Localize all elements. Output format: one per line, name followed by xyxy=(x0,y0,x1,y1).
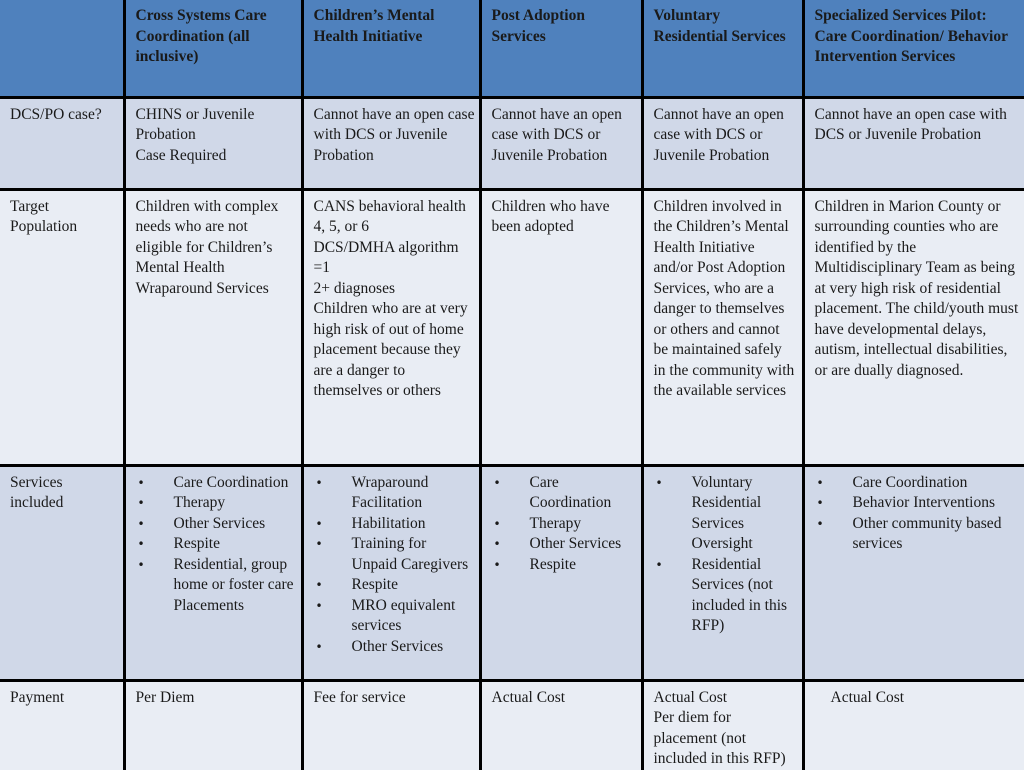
cell: CANS behavioral health 4, 5, or 6 DCS/DMHA algorithm =1 2+ diagnoses Children who are at very high risk of out of home placement because they are a danger to themselves or others xyxy=(302,189,480,465)
list-item: • Care Coordination xyxy=(136,473,297,494)
row-target-population xyxy=(0,189,1024,465)
cell: Cannot have an open case with DCS or Juvenile Probation xyxy=(302,97,480,189)
row-label: DCS/PO case? xyxy=(0,97,124,189)
list-item: • Residential Services (not included in this RFP) xyxy=(654,555,798,637)
row-label: Payment xyxy=(0,680,124,770)
header-specialized-services: Specialized Services Pilot: Care Coordination/ Behavior Intervention Services xyxy=(803,0,1024,97)
cell xyxy=(480,465,642,680)
header-row xyxy=(0,0,1024,97)
cell xyxy=(803,465,1024,680)
cell xyxy=(642,465,803,680)
cell: Actual Cost xyxy=(803,680,1024,770)
list-item: • Wraparound Facilitation xyxy=(314,473,475,514)
list-item: • Therapy xyxy=(136,493,297,514)
list-item: • Respite xyxy=(492,555,637,576)
cell: CHINS or Juvenile Probation Case Required xyxy=(124,97,302,189)
list-item: • Care Coordination xyxy=(492,473,637,514)
header-voluntary-residential: Voluntary Residential Services xyxy=(642,0,803,97)
cell: Children in Marion County or surrounding counties who are identified by the Multidisciplinary Team as being at very high risk of residential placement. The child/youth must have developmental delays, autism, intellectual disabilities, or are dually diagnosed. xyxy=(803,189,1024,465)
list-item: • Behavior Interventions xyxy=(815,493,1021,514)
list-item: • Other community based services xyxy=(815,514,1021,555)
header-corner xyxy=(0,0,124,97)
cell: Per Diem xyxy=(124,680,302,770)
cell: Children with complex needs who are not eligible for Children’s Mental Health Wraparound Services xyxy=(124,189,302,465)
list-item: • Habilitation xyxy=(314,514,475,535)
row-services-included xyxy=(0,465,1024,680)
services-list xyxy=(314,473,475,658)
cell: Actual Cost xyxy=(480,680,642,770)
cell: Actual Cost Per diem for placement (not included in this RFP) xyxy=(642,680,803,770)
list-item: • Therapy xyxy=(492,514,637,535)
row-dcs-po-case xyxy=(0,97,1024,189)
list-item: • Residential, group home or foster care Placements xyxy=(136,555,297,617)
list-item: • Respite xyxy=(136,534,297,555)
list-item: • Training for Unpaid Caregivers xyxy=(314,534,475,575)
header-post-adoption: Post Adoption Services xyxy=(480,0,642,97)
row-payment xyxy=(0,680,1024,770)
row-label: Services included xyxy=(0,465,124,680)
cell: Cannot have an open case with DCS or Juvenile Probation xyxy=(803,97,1024,189)
cell: Fee for service xyxy=(302,680,480,770)
cell xyxy=(124,465,302,680)
cell: Cannot have an open case with DCS or Juvenile Probation xyxy=(480,97,642,189)
cell: Cannot have an open case with DCS or Juvenile Probation xyxy=(642,97,803,189)
cell xyxy=(302,465,480,680)
list-item: • Other Services xyxy=(136,514,297,535)
list-item: • Other Services xyxy=(314,637,475,658)
list-item: • Respite xyxy=(314,575,475,596)
services-list xyxy=(654,473,798,637)
list-item: • Other Services xyxy=(492,534,637,555)
services-list xyxy=(492,473,637,576)
cell: Children who have been adopted xyxy=(480,189,642,465)
row-label: Target Population xyxy=(0,189,124,465)
services-list xyxy=(815,473,1021,555)
cell: Children involved in the Children’s Mental Health Initiative and/or Post Adoption Services, who are a danger to themselves or others and cannot be maintained safely in the community with the available services xyxy=(642,189,803,465)
header-childrens-mental-health: Children’s Mental Health Initiative xyxy=(302,0,480,97)
header-cross-systems: Cross Systems Care Coordination (all inclusive) xyxy=(124,0,302,97)
list-item: • Voluntary Residential Services Oversight xyxy=(654,473,798,555)
list-item: • MRO equivalent services xyxy=(314,596,475,637)
list-item: • Care Coordination xyxy=(815,473,1021,494)
services-list xyxy=(136,473,297,617)
